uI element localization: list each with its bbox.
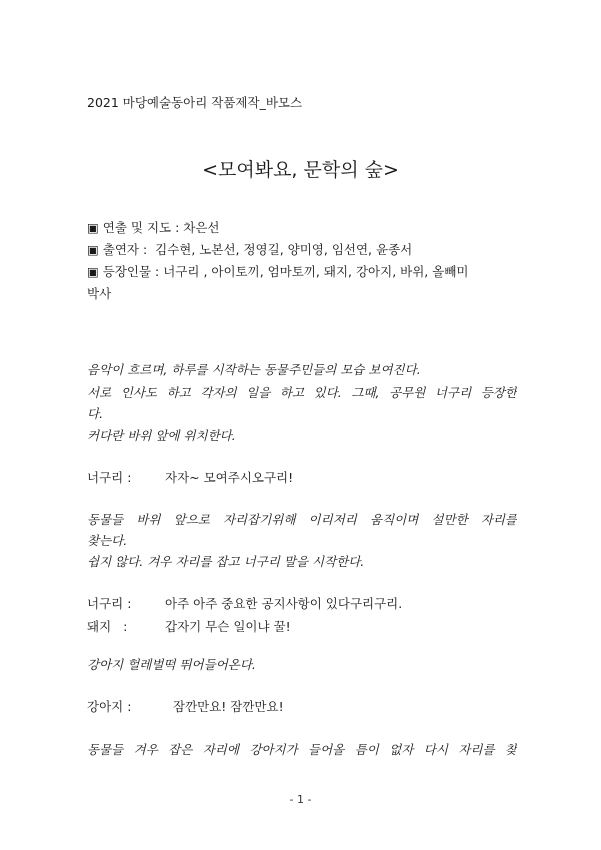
dialogue-line: 갑자기 무슨 일이냐 꿀! xyxy=(165,619,291,634)
dialogue-line: 자자~ 모여주시오구리! xyxy=(165,470,294,485)
info-characters: ▣ 등장인물 : 너구리 , 아이토끼, 엄마토끼, 돼지, 강아지, 바위, 올빼미 xyxy=(87,264,469,279)
organization-line: 2021 마당예술동아리 작품제작_바모스 xyxy=(87,95,303,110)
stage-direction-line: 쉽지 않다. 겨우 자리를 잡고 너구리 말을 시작한다. xyxy=(87,554,365,569)
stage-direction-line: 다. xyxy=(87,406,104,421)
info-cast: ▣ 출연자 : 김수현, 노본선, 정영길, 양미영, 임선연, 윤종서 xyxy=(87,242,413,257)
page-number: - 1 - xyxy=(289,793,312,806)
stage-direction-line: 서로 인사도 하고 각자의 일을 하고 있다. 그때, 공무원 너구리 등장한 xyxy=(87,385,517,400)
dialogue-speaker: 돼지 : xyxy=(87,619,128,634)
stage-direction-line: 찾는다. xyxy=(87,533,128,548)
info-director: ▣ 연출 및 지도 : 차은선 xyxy=(87,220,220,235)
dialogue-speaker: 너구리 : xyxy=(87,596,132,611)
play-title: <모여봐요, 문학의 숲> xyxy=(202,159,399,181)
stage-direction-line: 커다란 바위 앞에 위치한다. xyxy=(87,428,236,443)
dialogue-speaker: 너구리 : xyxy=(87,470,132,485)
dialogue-line: 잠깐만요! 잠깐만요! xyxy=(173,699,284,714)
stage-direction-line: 동물들 바위 앞으로 자리잡기위해 이리저리 움직이며 설만한 자리를 xyxy=(87,512,517,527)
stage-direction-line: 음악이 흐르며, 하루를 시작하는 동물주민들의 모습 보여진다. xyxy=(87,362,421,377)
dialogue-speaker: 강아지 : xyxy=(87,699,132,714)
info-characters-continued: 박사 xyxy=(87,286,112,301)
dialogue-line: 아주 아주 중요한 공지사항이 있다구리구리. xyxy=(165,596,403,611)
stage-direction-line: 강아지 헐레벌떡 뛰어들어온다. xyxy=(87,657,256,672)
stage-direction-line: 동물들 겨우 잡은 자리에 강아지가 들어올 틈이 없자 다시 자리를 찾 xyxy=(87,742,517,757)
